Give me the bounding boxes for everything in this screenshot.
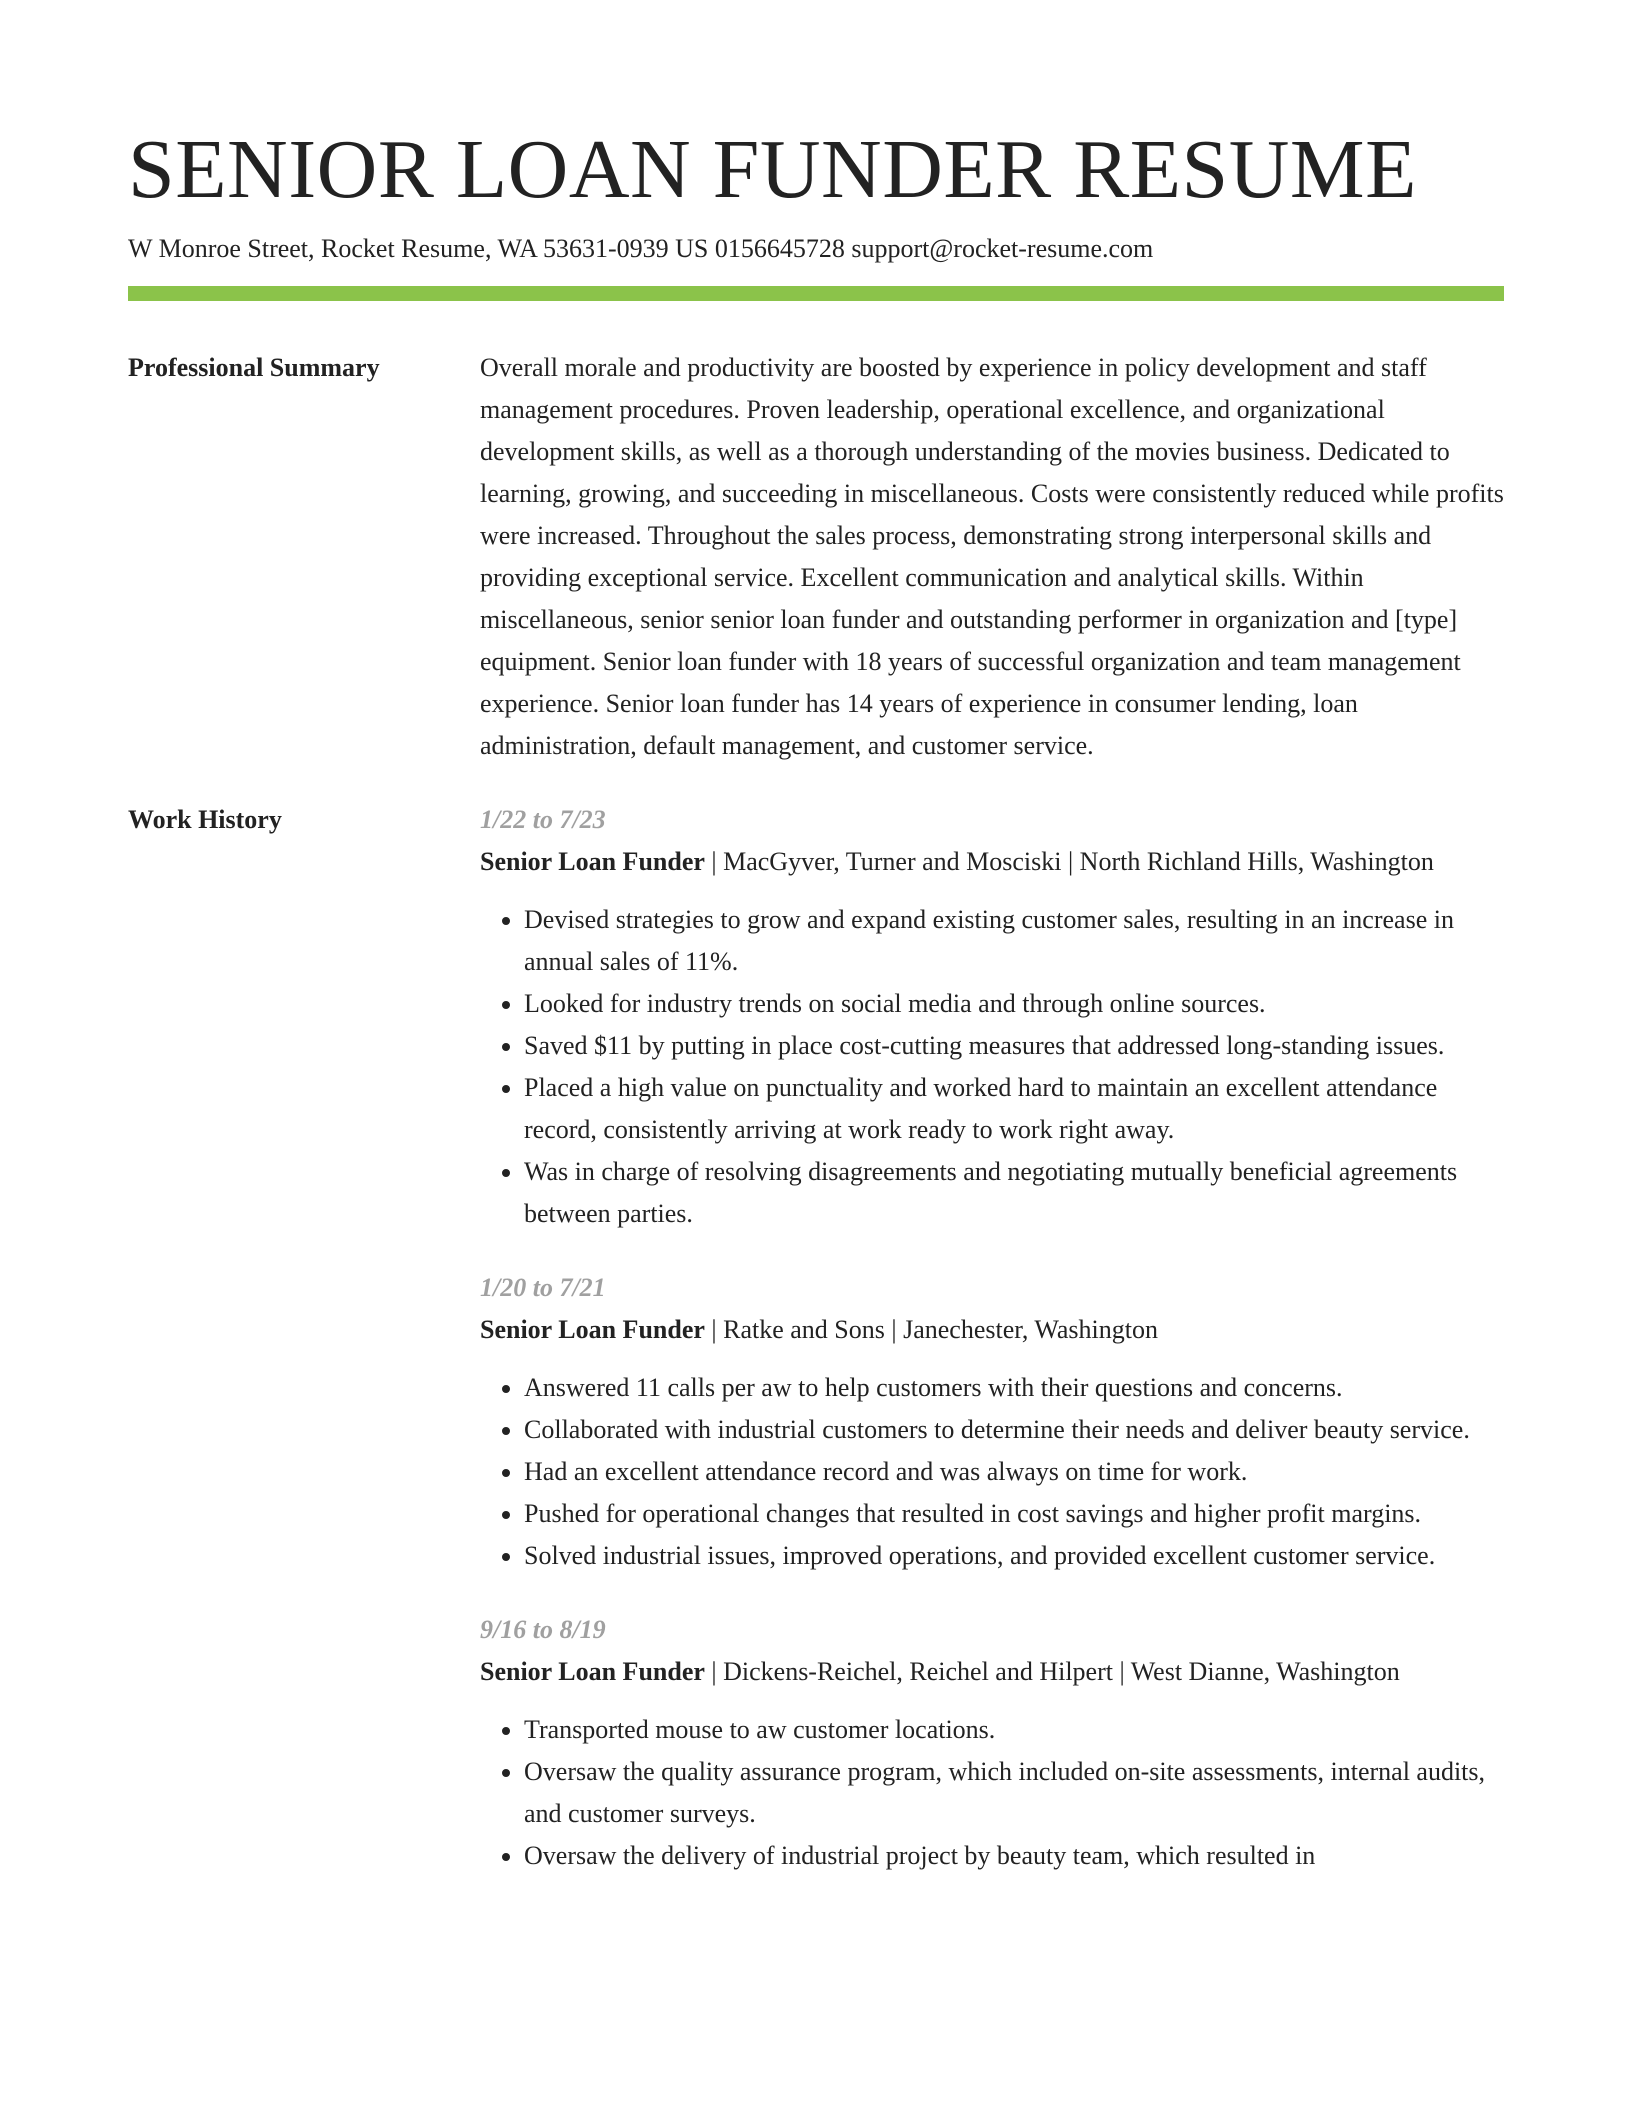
resume-title: SENIOR LOAN FUNDER RESUME: [128, 123, 1417, 216]
resume-page: [128, 0, 1504, 1909]
job-bullets: [480, 1709, 1504, 1877]
summary-body: [480, 347, 1504, 767]
work-history-section: [128, 799, 1504, 1909]
job-entry: [480, 799, 1504, 1235]
section-label-work-history: Work History: [128, 805, 282, 834]
job-bullet: • Had an excellent attendance record and was always on time for work.: [524, 1451, 1504, 1493]
job-bullet: • Was in charge of resolving disagreements and negotiating mutually beneficial agreements between parties.: [524, 1151, 1504, 1235]
job-bullet: • Saved $11 by putting in place cost-cutting measures that addressed long-standing issues.: [524, 1025, 1504, 1067]
job-bullet: • Oversaw the delivery of industrial project by beauty team, which resulted in: [524, 1835, 1504, 1877]
job-title: Senior Loan Funder: [480, 1315, 705, 1344]
section-label-summary: Professional Summary: [128, 353, 380, 382]
job-heading: [480, 841, 1504, 883]
summary-text: Overall morale and productivity are boosted by experience in policy development and staff management procedures. Proven leadership, operational excellence, and organizational development skills, as well as a thorough understanding of the movies business. Dedicated to learning, growing, and succeeding in miscellaneous. Costs were consistently reduced while profits were increased. Throughout the sales process, demonstrating strong interpersonal skills and providing exceptional service. Excellent communication and analytical skills. Within miscellaneous, senior senior loan funder and outstanding performer in organization and [type] equipment. Senior loan funder with 18 years of successful organization and team management experience. Senior loan funder has 14 years of experience in consumer lending, loan administration, default management, and customer service.: [480, 353, 1504, 760]
job-heading: [480, 1651, 1504, 1693]
job-bullet: • Transported mouse to aw customer locations.: [524, 1709, 1504, 1751]
job-bullet: • Looked for industry trends on social media and through online sources.: [524, 983, 1504, 1025]
job-bullet: • Collaborated with industrial customers to determine their needs and deliver beauty service.: [524, 1409, 1504, 1451]
job-dates: 1/20 to 7/21: [480, 1273, 606, 1302]
job-bullet: • Pushed for operational changes that resulted in cost savings and higher profit margins.: [524, 1493, 1504, 1535]
job-entry: [480, 1609, 1504, 1877]
job-bullet: • Oversaw the quality assurance program, which included on-site assessments, internal audits, and customer surveys.: [524, 1751, 1504, 1835]
job-heading: [480, 1309, 1504, 1351]
professional-summary-section: [128, 347, 1504, 767]
job-bullet: • Solved industrial issues, improved operations, and provided excellent customer service.: [524, 1535, 1504, 1577]
job-dates: 1/22 to 7/23: [480, 805, 606, 834]
job-title: Senior Loan Funder: [480, 1657, 705, 1686]
job-details: | Dickens-Reichel, Reichel and Hilpert | West Dianne, Washington: [704, 1657, 1400, 1686]
job-bullet: • Placed a high value on punctuality and worked hard to maintain an excellent attendance record, consistently arriving at work ready to work right away.: [524, 1067, 1504, 1151]
job-details: | MacGyver, Turner and Mosciski | North Richland Hills, Washington: [704, 847, 1434, 876]
job-entry: [480, 1267, 1504, 1577]
job-details: | Ratke and Sons | Janechester, Washington: [704, 1315, 1158, 1344]
job-bullets: [480, 899, 1504, 1235]
work-history-body: [480, 799, 1504, 1909]
job-bullet: • Devised strategies to grow and expand existing customer sales, resulting in an increase in annual sales of 11%.: [524, 899, 1504, 983]
job-bullets: [480, 1367, 1504, 1577]
header-divider: [128, 286, 1504, 301]
contact-line: W Monroe Street, Rocket Resume, WA 53631-0939 US 0156645728 support@rocket-resume.com: [128, 234, 1154, 263]
job-dates: 9/16 to 8/19: [480, 1615, 606, 1644]
job-title: Senior Loan Funder: [480, 847, 705, 876]
job-bullet: • Answered 11 calls per aw to help customers with their questions and concerns.: [524, 1367, 1504, 1409]
